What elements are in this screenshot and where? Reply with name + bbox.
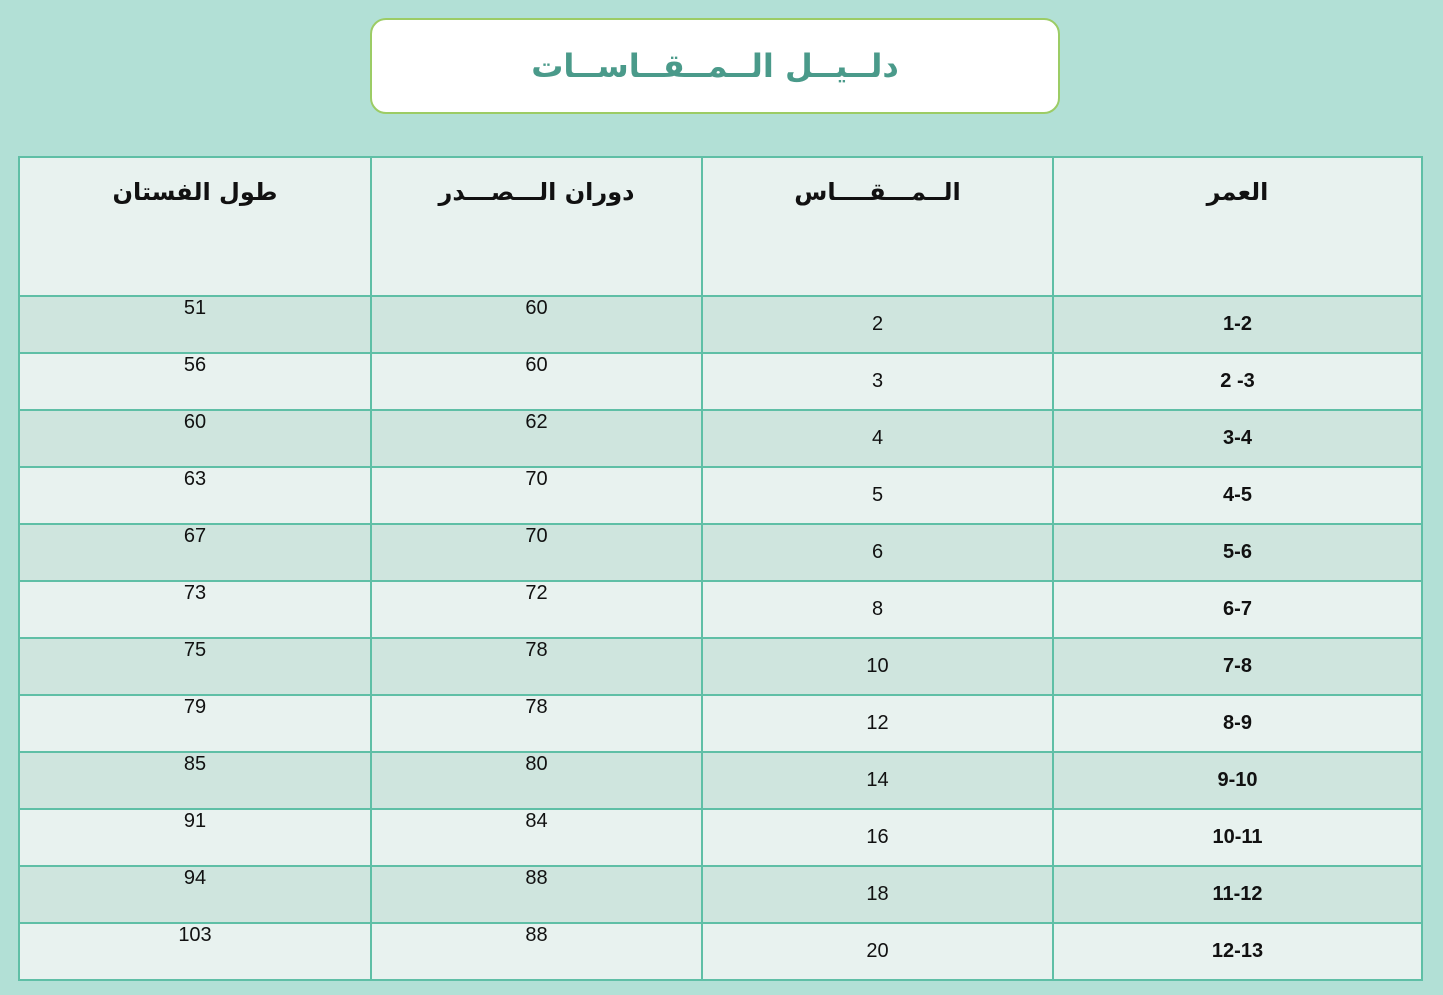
cell-chest: 88 (371, 923, 702, 980)
cell-size: 3 (702, 353, 1053, 410)
cell-dress-length: 51 (19, 296, 371, 353)
cell-dress-length: 63 (19, 467, 371, 524)
table-body (19, 296, 1422, 980)
cell-age: 2 -3 (1053, 353, 1422, 410)
cell-size: 20 (702, 923, 1053, 980)
table-row (19, 467, 1422, 524)
cell-chest: 80 (371, 752, 702, 809)
cell-size: 16 (702, 809, 1053, 866)
cell-age: 10-11 (1053, 809, 1422, 866)
table-row (19, 866, 1422, 923)
header-dress-length: طول الفستان (19, 157, 371, 296)
page-title: دلــيــل الــمــقــاســات (531, 47, 899, 85)
cell-age: 11-12 (1053, 866, 1422, 923)
cell-chest: 60 (371, 296, 702, 353)
cell-age: 9-10 (1053, 752, 1422, 809)
cell-chest: 62 (371, 410, 702, 467)
cell-age: 6-7 (1053, 581, 1422, 638)
cell-age: 4-5 (1053, 467, 1422, 524)
size-guide-table (18, 156, 1423, 981)
table-row (19, 524, 1422, 581)
cell-dress-length: 67 (19, 524, 371, 581)
cell-size: 14 (702, 752, 1053, 809)
table-row (19, 923, 1422, 980)
table-row (19, 638, 1422, 695)
table-row (19, 296, 1422, 353)
cell-dress-length: 94 (19, 866, 371, 923)
header-size: الــمـــقــــاس (702, 157, 1053, 296)
cell-chest: 72 (371, 581, 702, 638)
cell-chest: 70 (371, 524, 702, 581)
cell-dress-length: 75 (19, 638, 371, 695)
table-row (19, 809, 1422, 866)
cell-size: 18 (702, 866, 1053, 923)
cell-size: 2 (702, 296, 1053, 353)
table-row (19, 695, 1422, 752)
table-row (19, 581, 1422, 638)
cell-dress-length: 60 (19, 410, 371, 467)
cell-dress-length: 73 (19, 581, 371, 638)
cell-dress-length: 56 (19, 353, 371, 410)
table-row (19, 353, 1422, 410)
cell-age: 8-9 (1053, 695, 1422, 752)
cell-dress-length: 91 (19, 809, 371, 866)
cell-size: 8 (702, 581, 1053, 638)
cell-dress-length: 103 (19, 923, 371, 980)
cell-age: 7-8 (1053, 638, 1422, 695)
table-header-row (19, 157, 1422, 296)
cell-size: 12 (702, 695, 1053, 752)
header-chest: دوران الـــصـــدر (371, 157, 702, 296)
cell-size: 4 (702, 410, 1053, 467)
cell-chest: 70 (371, 467, 702, 524)
cell-chest: 60 (371, 353, 702, 410)
cell-age: 3-4 (1053, 410, 1422, 467)
cell-chest: 88 (371, 866, 702, 923)
cell-size: 5 (702, 467, 1053, 524)
cell-size: 10 (702, 638, 1053, 695)
cell-chest: 78 (371, 638, 702, 695)
cell-age: 1-2 (1053, 296, 1422, 353)
table-row (19, 752, 1422, 809)
cell-dress-length: 85 (19, 752, 371, 809)
cell-size: 6 (702, 524, 1053, 581)
header-age: العمر (1053, 157, 1422, 296)
cell-age: 12-13 (1053, 923, 1422, 980)
title-box (370, 18, 1060, 114)
cell-dress-length: 79 (19, 695, 371, 752)
table-row (19, 410, 1422, 467)
cell-age: 5-6 (1053, 524, 1422, 581)
cell-chest: 78 (371, 695, 702, 752)
cell-chest: 84 (371, 809, 702, 866)
